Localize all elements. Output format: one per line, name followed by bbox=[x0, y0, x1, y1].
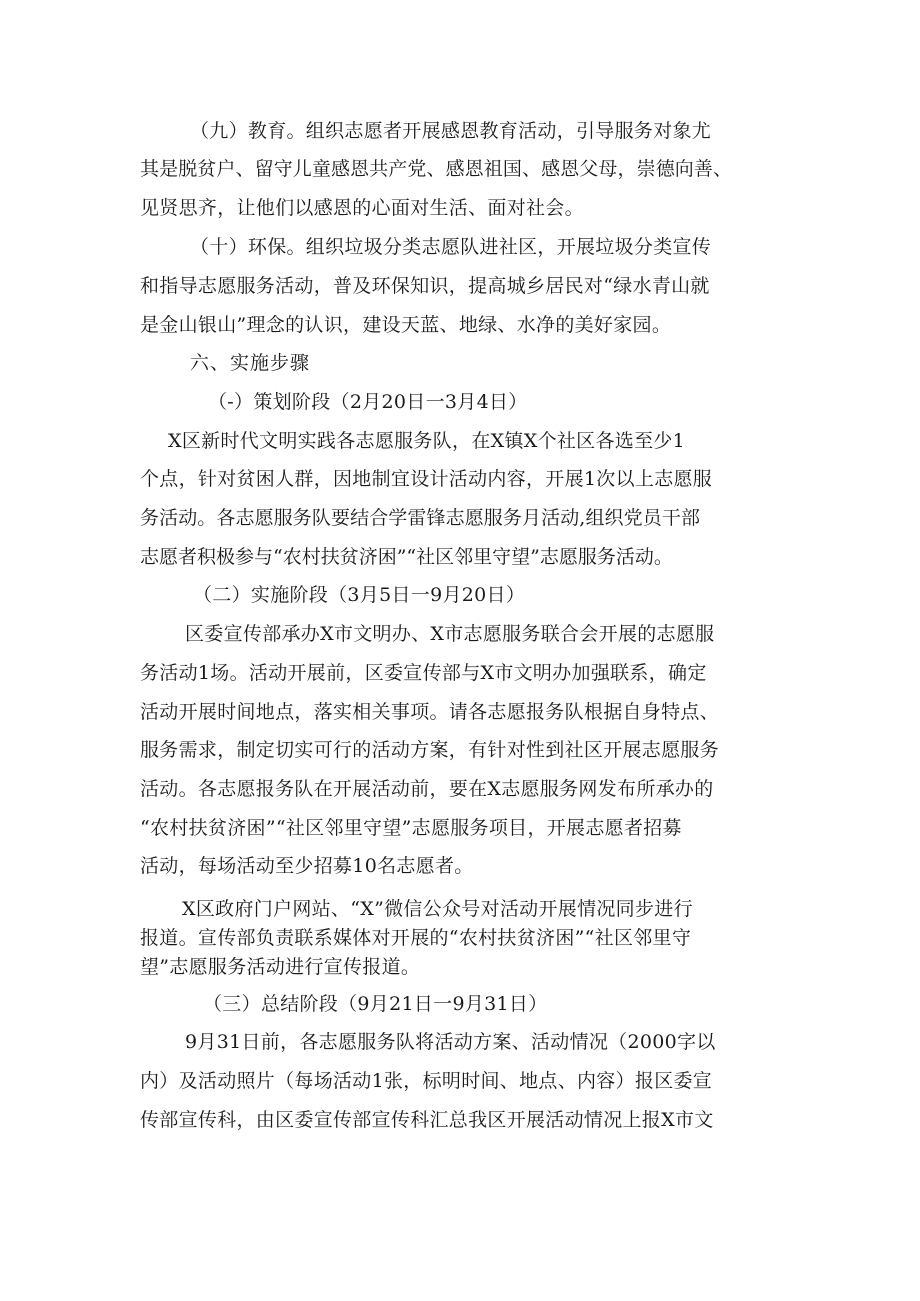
paragraph-line: 和指导志愿服务活动，普及环保知识，提高城乡居民对“绿水青山就 bbox=[140, 275, 710, 297]
paragraph-line: 志愿者积极参与“农村扶贫济困”“社区邻里守望”志愿服务活动。 bbox=[140, 546, 673, 568]
paragraph-line: （九）教育。组织志愿者开展感恩教育活动，引导服务对象尤 bbox=[190, 120, 712, 142]
subsection-heading-planning: （-）策划阶段（2月20日一3月4日） bbox=[208, 391, 528, 413]
paragraph-line: 报道。宣传部负责联系媒体对开展的“农村扶贫济困”“社区邻里守 bbox=[140, 927, 692, 949]
paragraph-line: 活动，每场活动至少招募10名志愿者。 bbox=[140, 855, 474, 877]
paragraph-line: 见贤思齐，让他们以感恩的心面对生活、面对社会。 bbox=[140, 197, 584, 219]
subsection-heading-implementation: （二）实施阶段（3月5日一9月20日） bbox=[193, 584, 526, 606]
paragraph-line: 活动。各志愿报务队在开展活动前，要在X志愿服务网发布所承办的 bbox=[140, 778, 714, 800]
paragraph-line: 望”志愿服务活动进行宣传报道。 bbox=[140, 956, 421, 978]
paragraph-line: 个点，针对贫困人群，因地制宜设计活动内容，开展1次以上志愿服 bbox=[140, 468, 713, 490]
paragraph-line: 活动开展时间地点，落实相关事项。请各志愿报务队根据自身特点、 bbox=[140, 701, 720, 723]
paragraph-line: 内）及活动照片（每场活动1张，标明时间、地点、内容）报区委宣 bbox=[140, 1070, 713, 1092]
paragraph-line: 传部宣传科，由区委宣传部宣传科汇总我区开展活动情况上报X市文 bbox=[140, 1109, 714, 1131]
paragraph-line: 是金山银山”理念的认识，建设天蓝、地绿、水净的美好家园。 bbox=[140, 314, 672, 336]
subsection-heading-summary: （三）总结阶段（9月21日一9月31日） bbox=[203, 993, 548, 1015]
paragraph-line: “农村扶贫济困”“社区邻里守望”志愿服务项目，开展志愿者招募 bbox=[140, 817, 682, 839]
paragraph-line: 务活动1场。活动开展前，区委宣传部与X市文明办加强联系，确定 bbox=[140, 662, 707, 684]
paragraph-line: 服务需求，制定切实可行的活动方案，有针对性到社区开展志愿服务 bbox=[140, 739, 720, 761]
paragraph-line: 区委宣传部承办X市文明办、X市志愿服务联合会开展的志愿服 bbox=[185, 623, 715, 645]
section-heading-implementation-steps: 六、实施步骤 bbox=[190, 352, 311, 374]
paragraph-line: （十）环保。组织垃圾分类志愿队进社区，开展垃圾分类宣传 bbox=[190, 236, 712, 258]
paragraph-line: 9月31日前，各志愿服务队将活动方案、活动情况（2000字以 bbox=[185, 1031, 716, 1053]
paragraph-line: 务活动。各志愿服务队要结合学雷锋志愿服务月活动,组织党员干部 bbox=[140, 507, 701, 529]
paragraph-line: X区新时代文明实践各志愿服务队，在X镇X个社区各选至少1 bbox=[168, 430, 686, 452]
paragraph-line: X区政府门户网站、“X”微信公众号对活动开展情况同步进行 bbox=[182, 898, 693, 920]
paragraph-line: 其是脱贫户、留守儿童感恩共产党、感恩祖国、感恩父母，崇德向善、 bbox=[140, 158, 733, 180]
